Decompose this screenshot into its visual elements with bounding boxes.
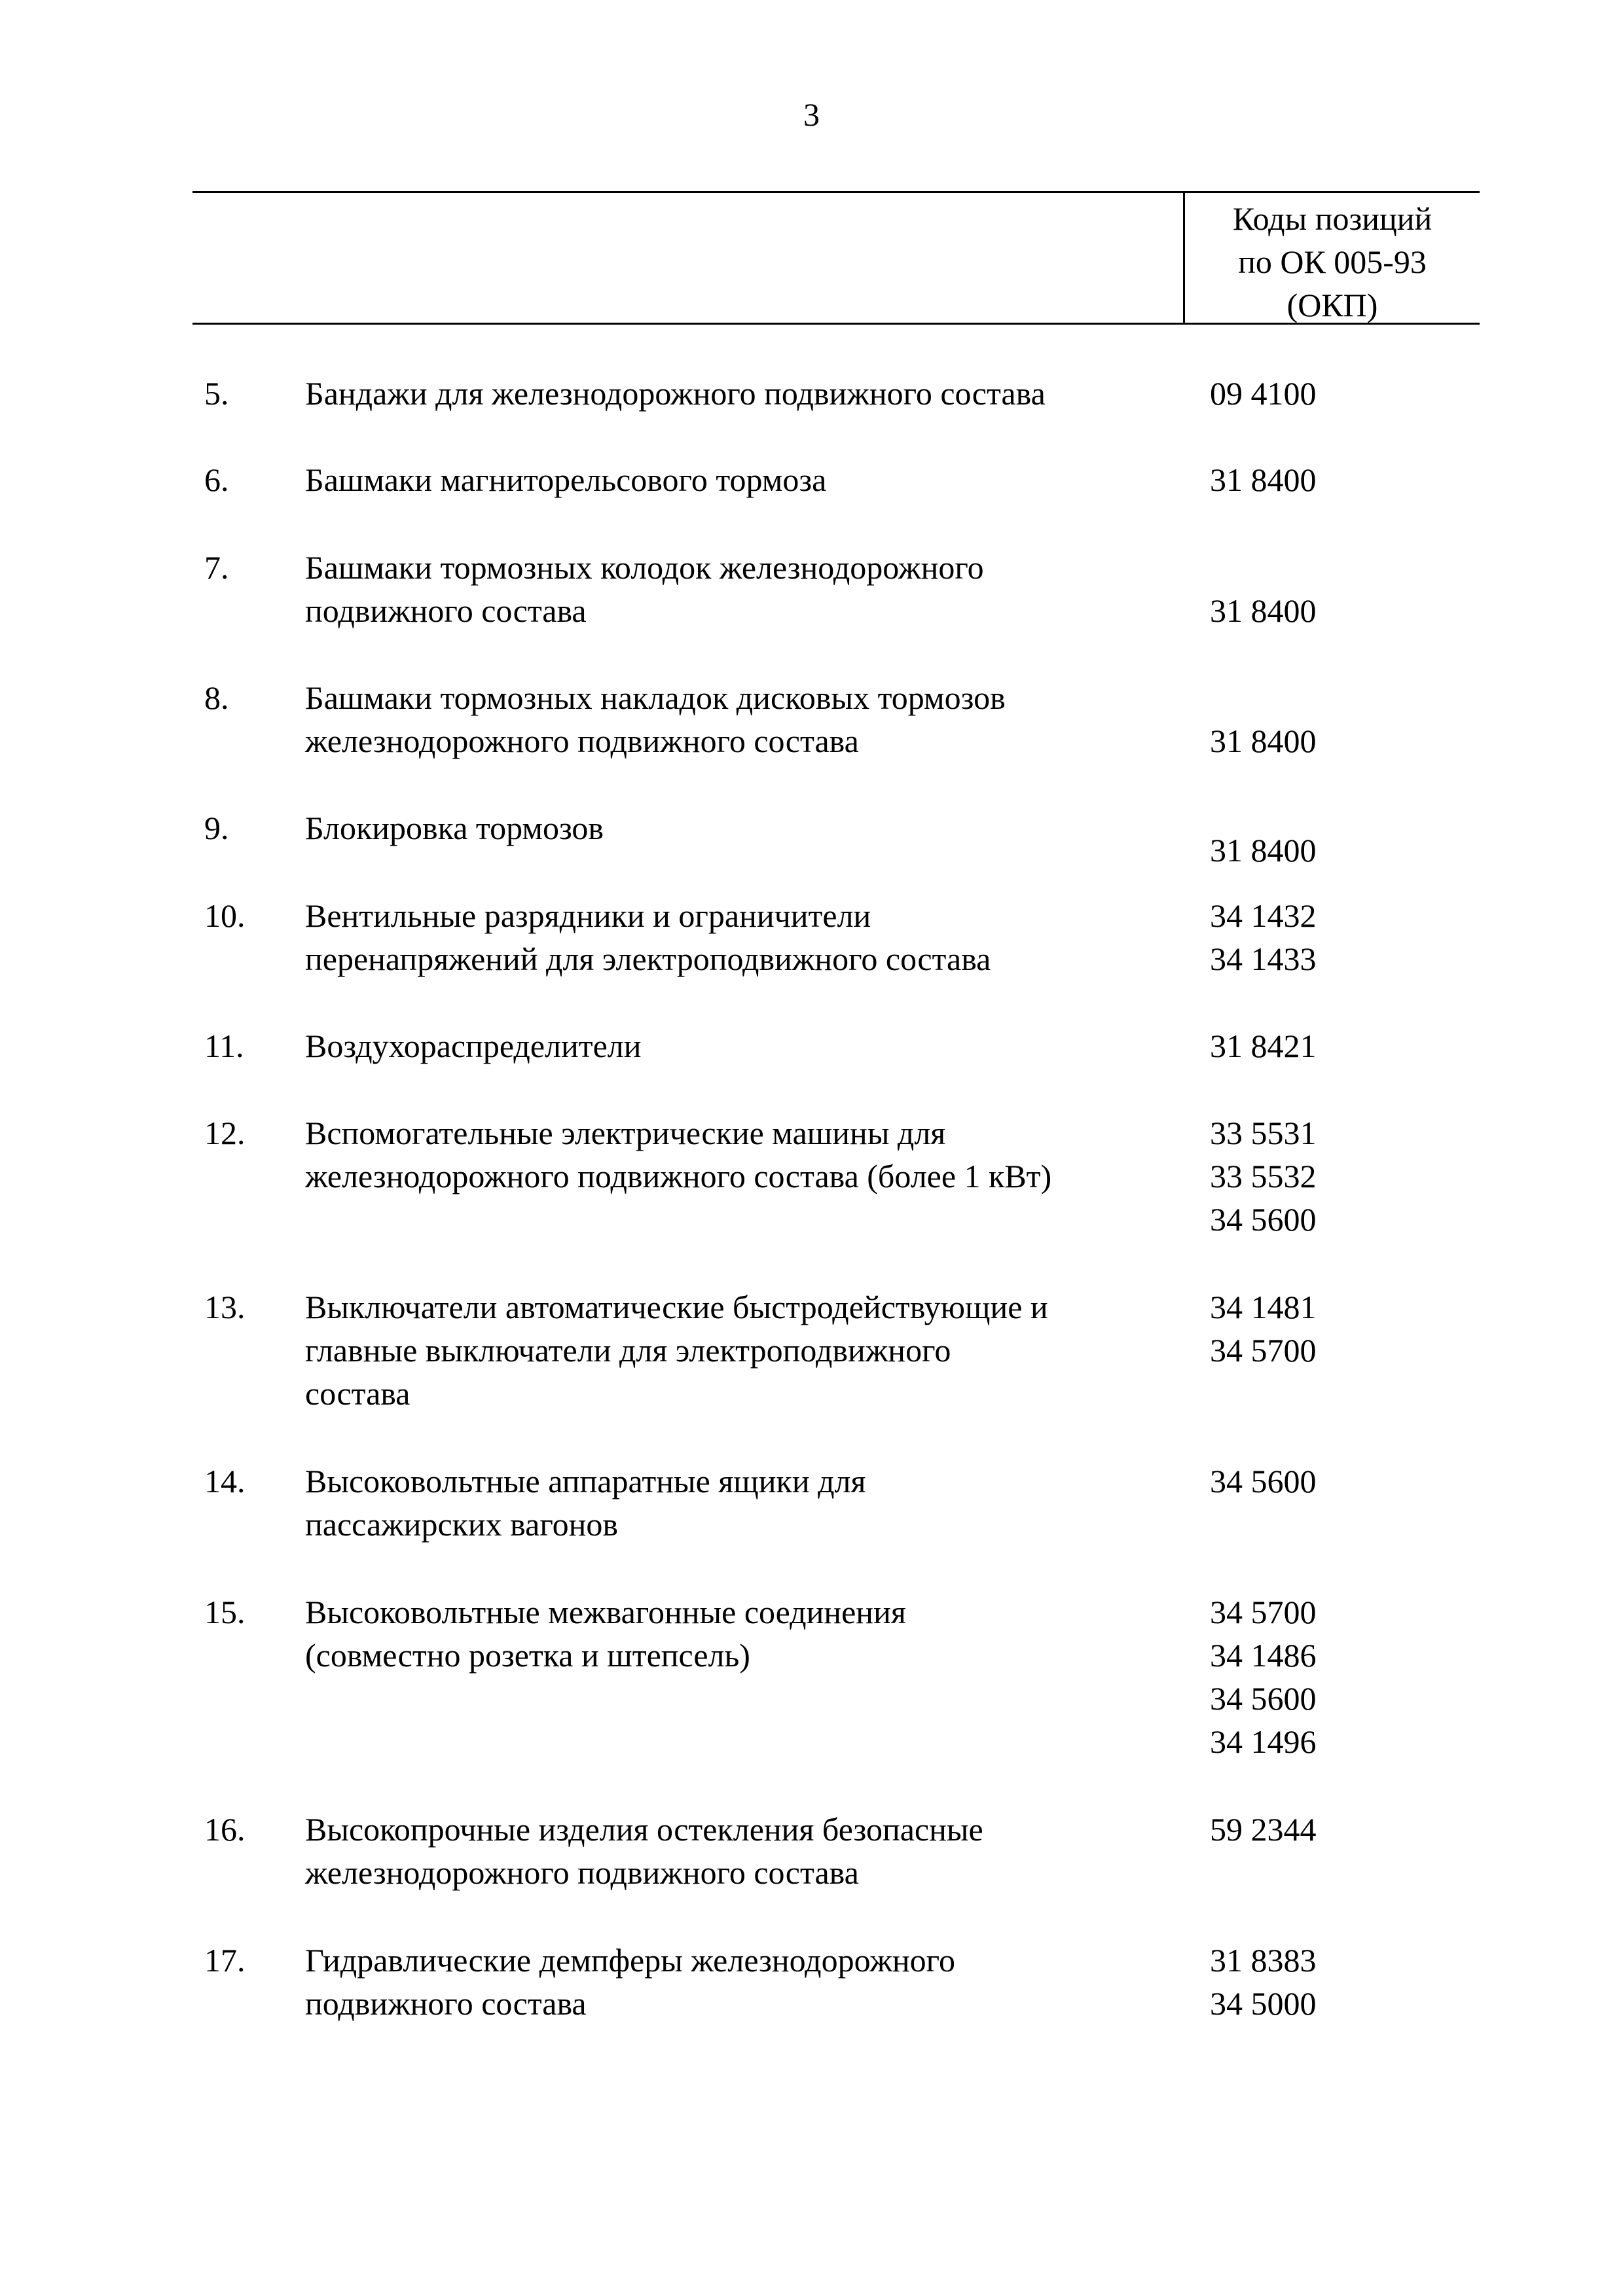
item-name: Высоковольтные аппаратные ящики для пассажирских вагонов <box>305 1463 866 1543</box>
item-codes: 31 8400 <box>1210 461 1317 498</box>
item-codes: 09 4100 <box>1210 375 1317 412</box>
item-number: 14. <box>204 1463 246 1499</box>
item-name: Вентильные разрядники и ограничители перенапряжений для электроподвижного состава <box>305 897 991 977</box>
item-number: 6. <box>204 461 229 498</box>
item-number: 12. <box>204 1115 246 1151</box>
item-number: 15. <box>204 1594 246 1630</box>
item-name: Башмаки магниторельсового тормоза <box>305 461 827 498</box>
item-name: Башмаки тормозных колодок железнодорожного подвижного состава <box>305 549 984 629</box>
item-name: Вспомогательные электрические машины для железнодорожного подвижного состава (более 1 кВт) <box>305 1115 1052 1194</box>
item-codes: 31 8400 <box>1210 592 1317 629</box>
item-name: Выключатели автоматические быстродействующие и главные выключатели для электроподвижного состава <box>305 1289 1048 1412</box>
item-name: Блокировка тормозов <box>305 810 604 846</box>
item-name: Башмаки тормозных накладок дисковых тормозов железнодорожного подвижного состава <box>305 679 1006 759</box>
codes-header-line: (ОКП) <box>1286 287 1378 323</box>
item-codes: 34 5700 34 1486 34 5600 34 1496 <box>1210 1594 1317 1760</box>
item-number: 16. <box>204 1811 246 1848</box>
item-name: Воздухораспределители <box>305 1028 642 1064</box>
item-name: Гидравлические демпферы железнодорожного подвижного состава <box>305 1942 955 2022</box>
item-name: Бандажи для железнодорожного подвижного состава <box>305 375 1046 412</box>
item-number: 7. <box>204 549 229 586</box>
codes-header-line: по ОК 005-93 <box>1238 243 1427 280</box>
item-codes: 34 1481 34 5700 <box>1210 1289 1317 1369</box>
item-codes: 34 1432 34 1433 <box>1210 897 1317 977</box>
item-number: 8. <box>204 679 229 716</box>
item-codes: 59 2344 <box>1210 1811 1317 1848</box>
item-number: 5. <box>204 375 229 412</box>
item-codes: 31 8400 <box>1210 723 1317 759</box>
item-name: Высокопрочные изделия остекления безопасные железнодорожного подвижного состава <box>305 1811 983 1891</box>
item-number: 17. <box>204 1942 246 1979</box>
item-number: 13. <box>204 1289 246 1325</box>
item-codes: 31 8383 34 5000 <box>1210 1942 1317 2022</box>
item-codes: 31 8400 <box>1210 832 1317 869</box>
item-codes: 31 8421 <box>1210 1028 1317 1064</box>
item-number: 9. <box>204 810 229 846</box>
item-number: 11. <box>204 1028 244 1064</box>
item-name: Высоковольтные межвагонные соединения (совместно розетка и штепсель) <box>305 1594 906 1674</box>
item-number: 10. <box>204 897 246 934</box>
codes-header-line: Коды позиций <box>1232 200 1432 237</box>
item-codes: 33 5531 33 5532 34 5600 <box>1210 1115 1317 1238</box>
item-codes: 34 5600 <box>1210 1463 1317 1499</box>
page-number: 3 <box>803 96 820 133</box>
